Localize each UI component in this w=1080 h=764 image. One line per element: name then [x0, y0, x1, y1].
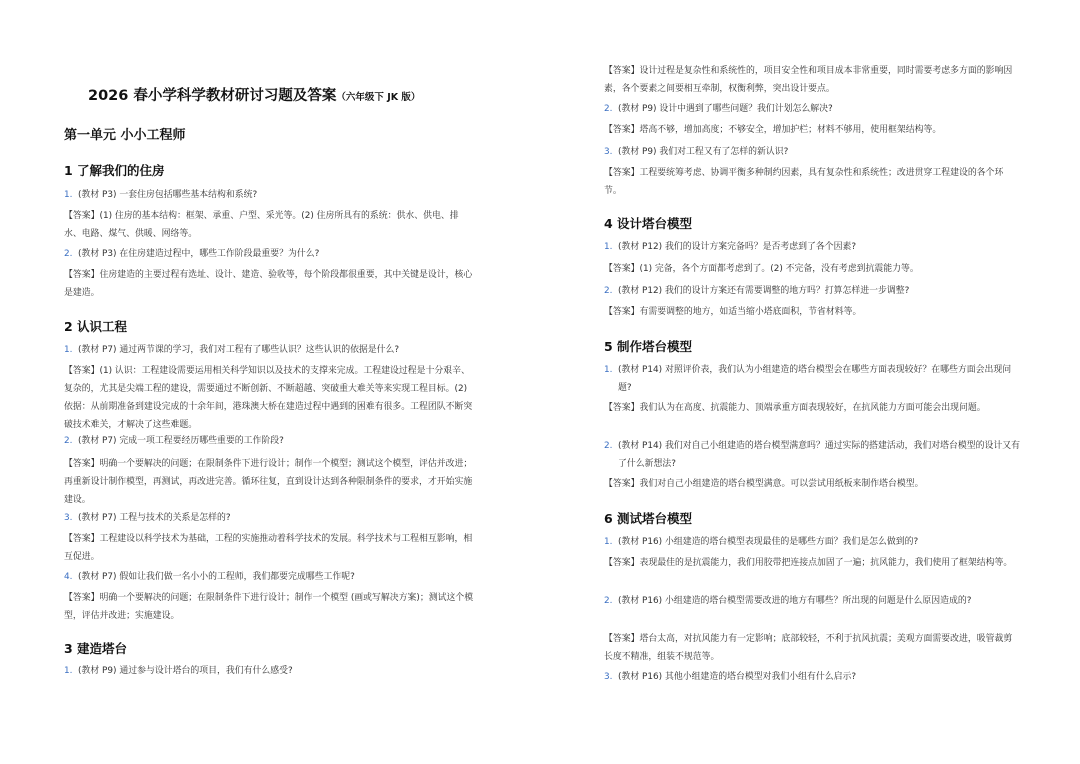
answer-2-3: 【答案】工程建设以科学技术为基础，工程的实施推动着科学技术的发展。科学技术与工程相互影响，相互促进。: [64, 534, 473, 562]
answer-4-2: 【答案】有需要调整的地方，如适当缩小塔底面积，节省材料等。: [604, 307, 862, 317]
section-heading-3: 3 建造塔台: [64, 641, 128, 656]
question-number: 1.: [64, 345, 73, 355]
answer-3-3: 【答案】工程要统筹考虑、协调平衡多种制约因素，具有复杂性和系统性；改进贯穿工程建设的各个环节。: [604, 168, 1004, 196]
answer-2-4: 【答案】明确一个要解决的问题；在限制条件下进行设计；制作一个模型 (画或写解决方案)；测试这个模型，评估并改进；实施建设。: [64, 593, 474, 621]
question-5-1: [604, 361, 1020, 397]
question-6-2: [604, 592, 1004, 610]
question-number: 3.: [604, 147, 613, 157]
question-number: 2.: [604, 104, 613, 114]
question-number: 4.: [64, 572, 73, 582]
question-text: (教材 P9) 通过参与设计塔台的项目，我们有什么感受?: [78, 666, 293, 676]
question-2-4: [64, 568, 480, 586]
question-3-2: [604, 100, 1024, 118]
question-5-2: [604, 437, 1020, 473]
question-text: (教材 P7) 完成一项工程要经历哪些重要的工作阶段?: [78, 436, 284, 446]
question-text: (教材 P14) 对照评价表，我们认为小组建造的塔台模型会在哪些方面表现较好？在哪些方面会出现问题?: [618, 365, 1012, 393]
question-text: (教材 P16) 小组建造的塔台模型需要改进的地方有哪些？所出现的问题是什么原因造成的?: [618, 596, 972, 606]
question-number: 1.: [604, 537, 613, 547]
document-subtitle: （六年级下 JK 版）: [336, 92, 421, 103]
question-number: 2.: [604, 596, 613, 606]
question-1-1: [64, 186, 480, 204]
question-number: 3.: [604, 672, 613, 682]
unit-heading: 第一单元 小小工程师: [64, 128, 186, 143]
answer-3-2: 【答案】塔高不够，增加高度；不够安全，增加护栏；材料不够用，使用框架结构等。: [604, 125, 942, 135]
question-number: 2.: [64, 249, 73, 259]
answer-5-2: 【答案】我们对自己小组建造的塔台模型满意。可以尝试用纸板来制作塔台模型。: [604, 479, 924, 489]
section-heading-6: 6 测试塔台模型: [604, 511, 693, 526]
question-number: 1.: [604, 365, 613, 375]
section-heading-2: 2 认识工程: [64, 319, 128, 334]
question-6-1: [604, 533, 1024, 551]
question-text: (教材 P7) 工程与技术的关系是怎样的?: [78, 513, 231, 523]
question-text: (教材 P9) 设计中遇到了哪些问题？我们计划怎么解决?: [618, 104, 833, 114]
question-text: (教材 P16) 小组建造的塔台模型表现最佳的是哪些方面？我们是怎么做到的?: [618, 537, 919, 547]
question-number: 1.: [64, 190, 73, 200]
document-title-text: 2026 春小学科学教材研讨习题及答案: [88, 88, 337, 104]
question-4-1: [604, 238, 1024, 256]
question-3-3: [604, 143, 1024, 161]
question-text: (教材 P14) 我们对自己小组建造的塔台模型满意吗？通过实际的搭建活动，我们对塔台模型的设计又有了什么新想法?: [618, 441, 1020, 469]
question-text: (教材 P12) 我们的设计方案完备吗？是否考虑到了各个因素?: [618, 242, 857, 252]
answer-2-2: 【答案】明确一个要解决的问题；在限制条件下进行设计；制作一个模型；测试这个模型，评估并改进；再重新设计制作模型，再测试，再改进完善。循环往复，直到设计达到各种限制条件的要求，才开始实施建设。: [64, 459, 473, 505]
question-3-1: [64, 662, 480, 680]
question-text: (教材 P3) 一套住房包括哪些基本结构和系统?: [78, 190, 258, 200]
question-2-1: [64, 341, 480, 359]
question-text: (教材 P16) 其他小组建造的塔台模型对我们小组有什么启示?: [618, 672, 857, 682]
question-6-3: [604, 668, 1024, 686]
question-number: 2.: [64, 436, 73, 446]
question-4-2: [604, 282, 1024, 300]
question-1-2: [64, 245, 480, 263]
answer-6-1: 【答案】表现最佳的是抗震能力，我们用胶带把连接点加固了一遍；抗风能力，我们使用了框架结构等。: [604, 558, 1013, 568]
question-2-2: [64, 432, 480, 450]
section-heading-1: 1 了解我们的住房: [64, 163, 165, 178]
question-number: 1.: [64, 666, 73, 676]
question-text: (教材 P12) 我们的设计方案还有需要调整的地方吗？打算怎样进一步调整?: [618, 286, 910, 296]
answer-6-2: 【答案】塔台太高，对抗风能力有一定影响；底部较轻，不利于抗风抗震；美观方面需要改进，吸管裁剪长度不精准，组装不规范等。: [604, 634, 1013, 662]
question-text: (教材 P7) 通过两节课的学习，我们对工程有了哪些认识？这些认识的依据是什么?: [78, 345, 400, 355]
section-heading-5: 5 制作塔台模型: [604, 339, 693, 354]
question-2-3: [64, 509, 480, 527]
question-number: 3.: [64, 513, 73, 523]
answer-2-1: 【答案】(1) 认识：工程建设需要运用相关科学知识以及技术的支撑来完成。工程建设过程是十分艰辛、复杂的，尤其是尖端工程的建设，需要通过不断创新、不断超越、突破重大难关等来实现工程目标。(2) 依据：从前期准备到建设完成的十余年间，港珠澳大桥在建造过程中遇到的困难有很多。工程团队不断突破技术难关，才解决了这些难题。: [64, 366, 473, 430]
section-heading-4: 4 设计塔台模型: [604, 216, 693, 231]
question-text: (教材 P3) 在住房建造过程中，哪些工作阶段最重要？为什么?: [78, 249, 320, 259]
question-number: 2.: [604, 286, 613, 296]
document-title: [88, 84, 420, 105]
question-text: (教材 P7) 假如让我们做一名小小的工程师，我们都要完成哪些工作呢?: [78, 572, 355, 582]
answer-3-1: 【答案】设计过程是复杂性和系统性的，项目安全性和项目成本非常重要，同时需要考虑多方面的影响因素，各个要素之间要相互牵制，权衡利弊，突出设计要点。: [604, 66, 1013, 94]
answer-1-1: 【答案】(1) 住房的基本结构：框架、承重、户型、采光等。(2) 住房所具有的系统：供水、供电、排水、电路、煤气、供暖、网络等。: [64, 211, 459, 239]
answer-5-1: 【答案】我们认为在高度、抗震能力、顶端承重方面表现较好，在抗风能力方面可能会出现问题。: [604, 403, 986, 413]
answer-1-2: 【答案】住房建造的主要过程有选址、设计、建造、验收等，每个阶段都很重要，其中关键是设计，核心是建造。: [64, 270, 473, 298]
question-number: 1.: [604, 242, 613, 252]
question-number: 2.: [604, 441, 613, 451]
question-text: (教材 P9) 我们对工程又有了怎样的新认识?: [618, 147, 789, 157]
answer-4-1: 【答案】(1) 完备，各个方面都考虑到了。(2) 不完备，没有考虑到抗震能力等。: [604, 264, 919, 274]
